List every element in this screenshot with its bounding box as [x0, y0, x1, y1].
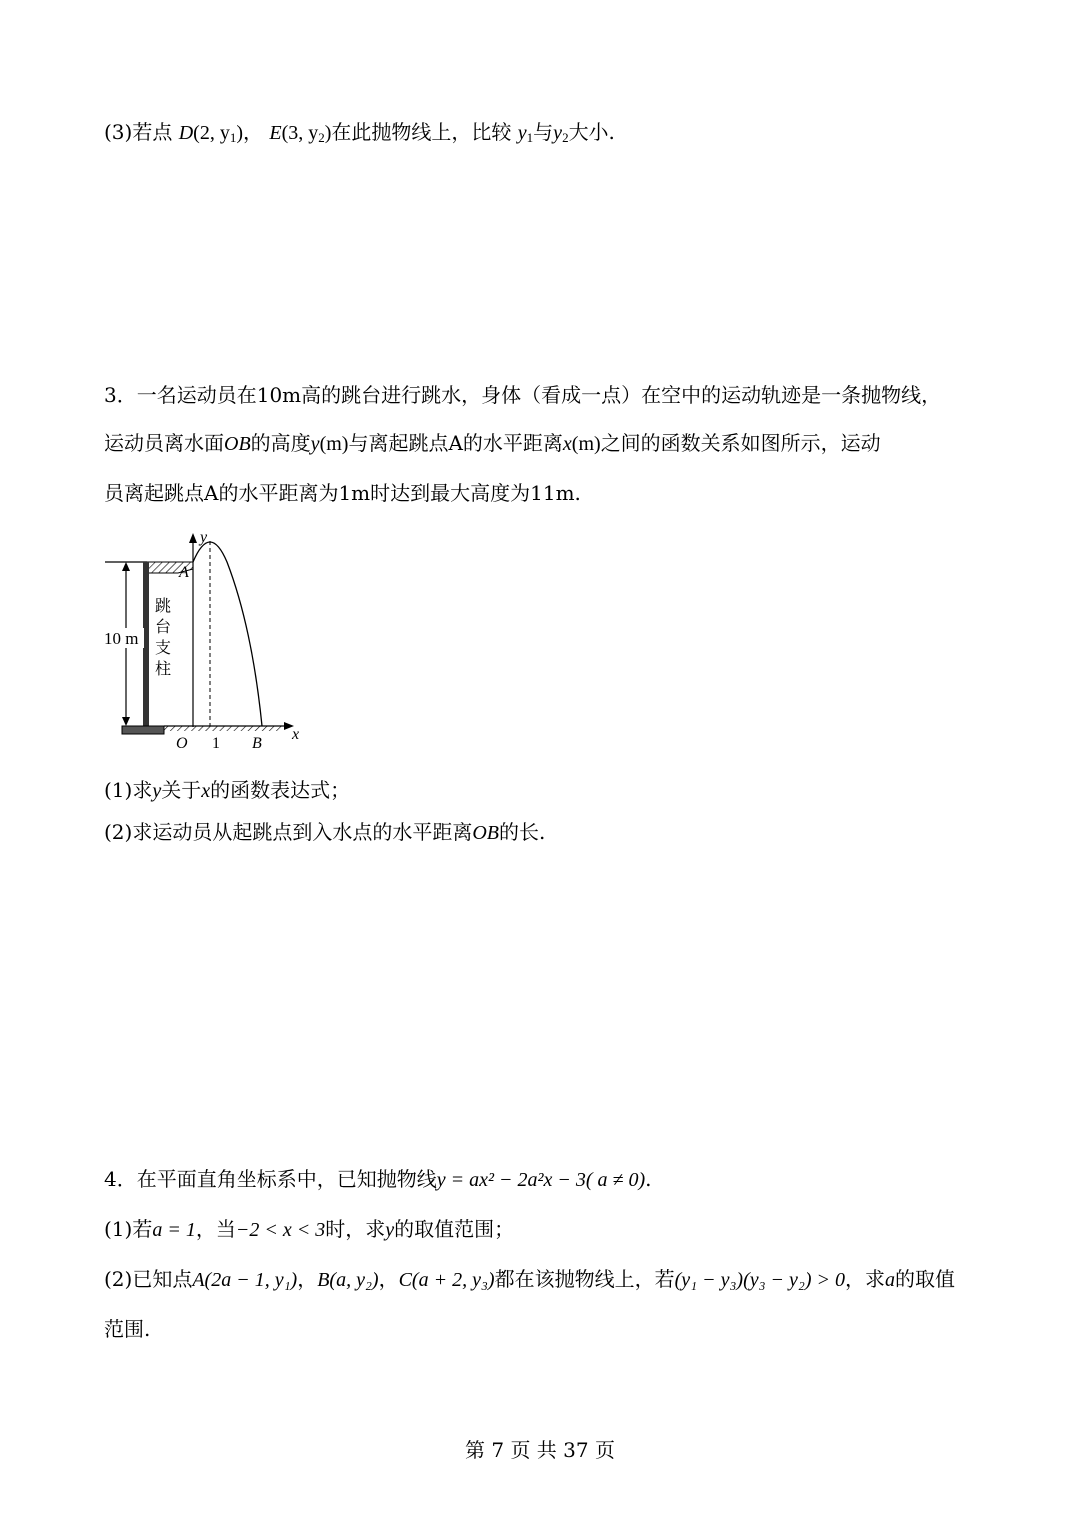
- part-label: (1): [104, 1217, 133, 1241]
- point-b: B(a, y₂): [317, 1269, 379, 1291]
- text: 之间的函数关系如图所示，运动: [600, 431, 881, 455]
- part-label: (1): [104, 778, 133, 802]
- math: (3, y: [281, 122, 319, 144]
- point-e: E: [269, 122, 282, 144]
- water-hatch: [164, 726, 282, 731]
- q3-line3: 员离起跳点A的水平距离为1m时达到最大高度为11m.: [104, 481, 581, 505]
- y-axis-arrow-icon: [189, 533, 197, 543]
- page-footer: 第 7 页 共 37 页: [465, 1438, 615, 1462]
- q4-part1: [104, 1215, 1020, 1244]
- var-y: y: [385, 1219, 395, 1241]
- segment-ob: OB: [472, 822, 500, 844]
- q4-line1: [104, 1165, 1020, 1194]
- text: 若: [132, 1217, 153, 1241]
- text: ，: [243, 120, 263, 144]
- text: 与: [533, 120, 554, 144]
- subscript: 1: [526, 130, 534, 145]
- segment-ob: OB: [224, 433, 251, 455]
- q3-part2: [104, 818, 1020, 847]
- part-label: (3): [104, 120, 133, 144]
- subscript: 2: [318, 130, 325, 145]
- unit: (m): [319, 433, 349, 455]
- point-a-label: A: [179, 564, 189, 581]
- text: ，: [297, 1267, 318, 1291]
- var-y: y: [553, 122, 563, 144]
- part-label: (2): [104, 820, 133, 844]
- unit: (m): [571, 433, 601, 455]
- text: 的取值范围；: [394, 1217, 515, 1241]
- text: 的取值: [895, 1267, 956, 1291]
- range: −2 < x < 3: [235, 1219, 326, 1241]
- text: 的函数表达式；: [210, 778, 351, 802]
- text: 在此抛物线上，比较: [331, 120, 512, 144]
- platform-char-2: 台: [155, 619, 172, 636]
- platform-char-1: 跳: [155, 598, 172, 615]
- arrow-down-icon: [122, 717, 130, 726]
- math: (2, y: [193, 122, 230, 144]
- text: ，求: [845, 1267, 886, 1291]
- text: 4．在平面直角坐标系中，已知抛物线: [104, 1167, 437, 1191]
- x-axis-label: x: [292, 726, 300, 743]
- text: 求: [132, 778, 153, 802]
- trajectory-parabola: [193, 542, 262, 726]
- q4-part2-cont: 范围.: [104, 1317, 151, 1341]
- origin-label: O: [176, 735, 188, 752]
- q3-part1: [104, 776, 1020, 805]
- q4-part2: [104, 1265, 1020, 1294]
- parabola-formula: y = ax² − 2a²x − 3( a ≠ 0): [436, 1169, 646, 1191]
- var-a: a: [885, 1269, 896, 1291]
- text: 与离起跳点A的水平距离: [348, 431, 563, 455]
- point-d: D: [178, 122, 194, 144]
- text: 都在该抛物线上，若: [494, 1267, 675, 1291]
- text: 大小.: [568, 120, 615, 144]
- point-c: C(a + 2, y₃): [398, 1269, 495, 1291]
- text: .: [645, 1167, 652, 1191]
- platform-char-4: 柱: [155, 661, 172, 678]
- var-x: x: [562, 433, 572, 455]
- subscript: 2: [562, 130, 569, 145]
- platform-char-3: 支: [155, 640, 172, 657]
- text: 关于: [161, 778, 202, 802]
- diving-diagram: [100, 525, 320, 753]
- text: 时，求: [325, 1217, 386, 1241]
- text: ，当: [195, 1217, 236, 1241]
- q3-line2: [104, 429, 1020, 458]
- var-x: x: [201, 780, 211, 802]
- var-y: y: [152, 780, 162, 802]
- point-a: A(2a − 1, y₁): [192, 1269, 298, 1291]
- arrow-up-icon: [122, 562, 130, 571]
- text: 已知点: [132, 1267, 193, 1291]
- math: ): [324, 122, 332, 144]
- text: 运动员离水面: [104, 431, 224, 455]
- text: ，: [378, 1267, 399, 1291]
- point-b-label: B: [252, 735, 262, 752]
- subscript: 1: [229, 130, 237, 145]
- text: 若点: [132, 120, 173, 144]
- math: ): [236, 122, 243, 144]
- pillar-base: [122, 726, 164, 734]
- var-y: y: [310, 433, 320, 455]
- condition: a = 1: [152, 1219, 196, 1241]
- text: 的高度: [250, 431, 311, 455]
- q2-part3: [104, 118, 1020, 152]
- text: 求运动员从起跳点到入水点的水平距离: [132, 820, 473, 844]
- var-y: y: [517, 122, 527, 144]
- q3-line1: 3．一名运动员在10m高的跳台进行跳水，身体（看成一点）在空中的运动轨迹是一条抛物线，: [104, 383, 942, 407]
- text: 的长.: [499, 820, 546, 844]
- tick-1-label: 1: [212, 735, 220, 752]
- height-label: 10 m: [104, 629, 139, 648]
- inequality: (y₁ − y₃)(y₃ − y₂) > 0: [674, 1269, 846, 1291]
- part-label: (2): [104, 1267, 133, 1291]
- y-axis-label: y: [200, 529, 208, 546]
